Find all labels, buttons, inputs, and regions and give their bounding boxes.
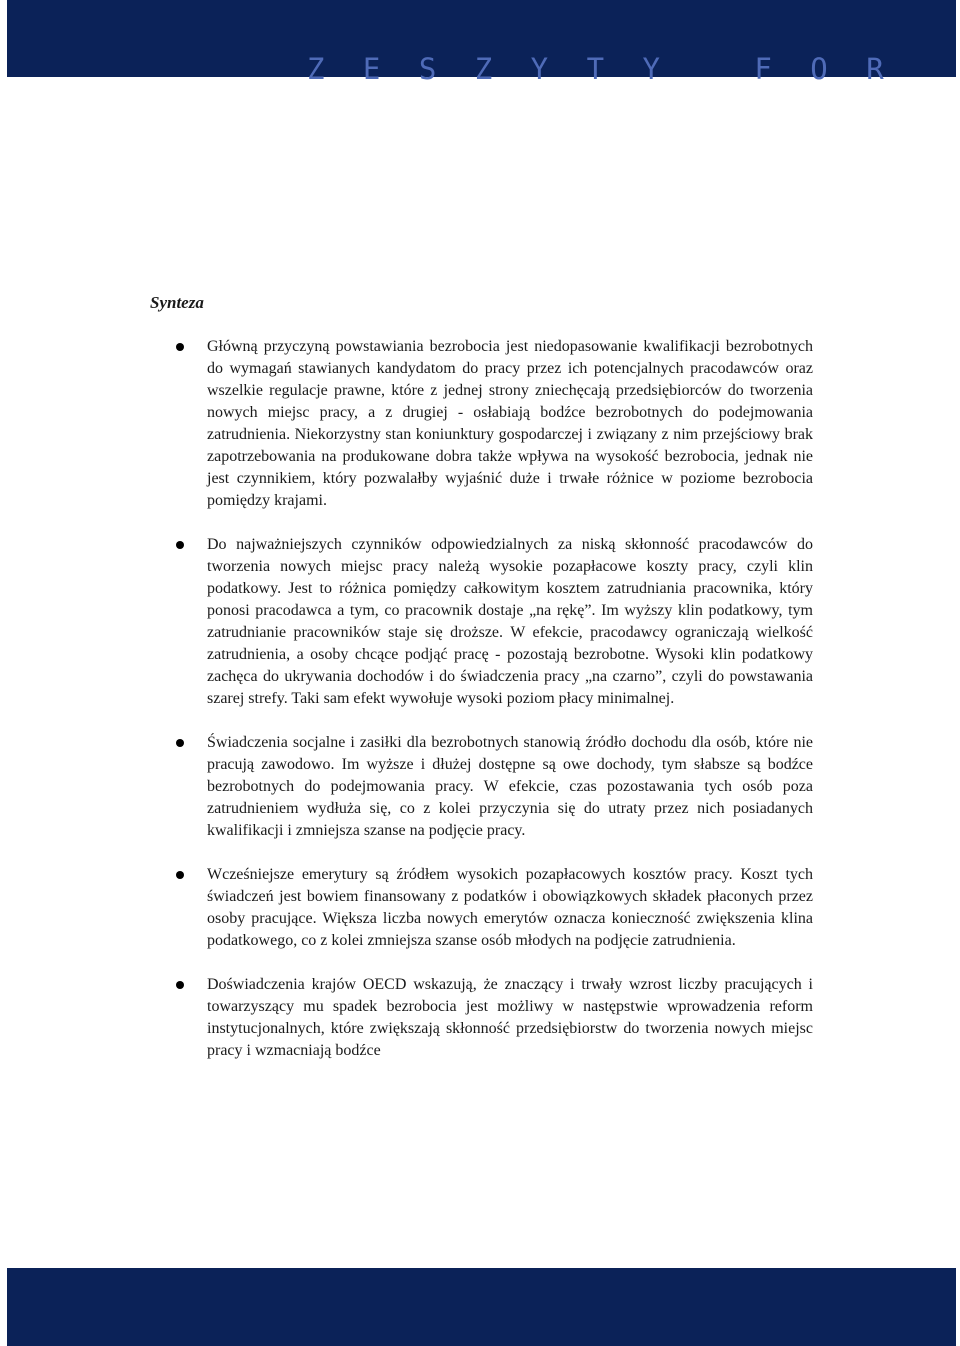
bullet-text: Doświadczenia krajów OECD wskazują, że znaczący i trwały wzrost liczby pracujących i towarzyszący mu spadek bezrobocia jest możliwy w następstwie wprowadzenia reform instytucjonalnych, które zwiększają skłonność przedsiębiorstw do tworzenia nowych miejsc pracy i wzmacniają bodźce (207, 976, 813, 1059)
journal-title: Z E S Z Y T Y F O R (307, 52, 895, 86)
section-title: Synteza (150, 293, 204, 312)
bullet-text: Do najważniejszych czynników odpowiedzialnych za niską skłonność pracodawców do tworzenia nowych miejsc pracy należą wysokie pozapłacowe koszty pracy, czyli klin podatkowy. Jest to różnica pomiędzy całkowitym kosztem zatrudniania pracownika, który ponosi pracodawca a tym, co pracownik dostaje „na rękę”. Im wyższy klin podatkowy, tym zatrudnianie pracowników staje się droższe. W efekcie, pracodawcy ograniczają wielkość zatrudnienia, a osoby chcące podjąć pracę - pozostają bezrobotne. Wysoki klin podatkowy zachęca do ukrywania dochodów i do świadczenia pracy „na czarno”, czyli do powstawania szarej strefy. Taki sam efekt wywołuje wysoki poziom płacy minimalnej. (207, 536, 813, 707)
footer-bar (7, 1268, 956, 1346)
bullet-icon (176, 343, 184, 351)
bullet-icon (176, 871, 184, 879)
bullet-item (207, 534, 813, 710)
bullet-item (207, 336, 813, 512)
bullet-icon (176, 541, 184, 549)
bullet-icon (176, 981, 184, 989)
bullet-list (207, 336, 813, 1084)
header-bar (7, 0, 956, 86)
bullet-item (207, 864, 813, 952)
bullet-icon (176, 739, 184, 747)
bullet-text: Wcześniejsze emerytury są źródłem wysokich pozapłacowych kosztów pracy. Koszt tych świadczeń jest bowiem finansowany z podatków i obowiązkowych składek płaconych przez osoby pracujące. Większa liczba nowych emerytów oznacza konieczność zwiększenia klina podatkowego, co z kolei zmniejsza szanse osób młodych na podjęcie zatrudnienia. (207, 866, 813, 949)
bullet-item (207, 974, 813, 1062)
bullet-text: Świadczenia socjalne i zasiłki dla bezrobotnych stanowią źródło dochodu dla osób, które nie pracują zawodowo. Im wyższe i dłużej dostępne są owe dochody, tym słabsze są bodźce bezrobotnych do podejmowania pracy. W efekcie, czas pozostawania tych osób poza zatrudnieniem wydłuża się, co z kolei przyczynia się do utraty przez nich posiadanych kwalifikacji i zmniejsza szanse na podjęcie pracy. (207, 734, 813, 839)
bullet-text: Główną przyczyną powstawiania bezrobocia jest niedopasowanie kwalifikacji bezrobotnych do wymagań stawianych kandydatom do pracy przez ich potencjalnych pracodawców oraz wszelkie regulacje prawne, które z jednej strony zniechęcają przedsiębiorców do tworzenia nowych miejsc pracy, a z drugiej - osłabiają bodźce bezrobotnych do podejmowania zatrudnienia. Niekorzystny stan koniunktury gospodarczej i związany z nim przejściowy brak zapotrzebowania na produkowane dobra także wpływa na wysokość bezrobocia, jednak nie jest czynnikiem, który pozwalałby wyjaśnić duże i trwałe różnice w poziome bezrobocia pomiędzy krajami. (207, 338, 813, 509)
bullet-item (207, 732, 813, 842)
